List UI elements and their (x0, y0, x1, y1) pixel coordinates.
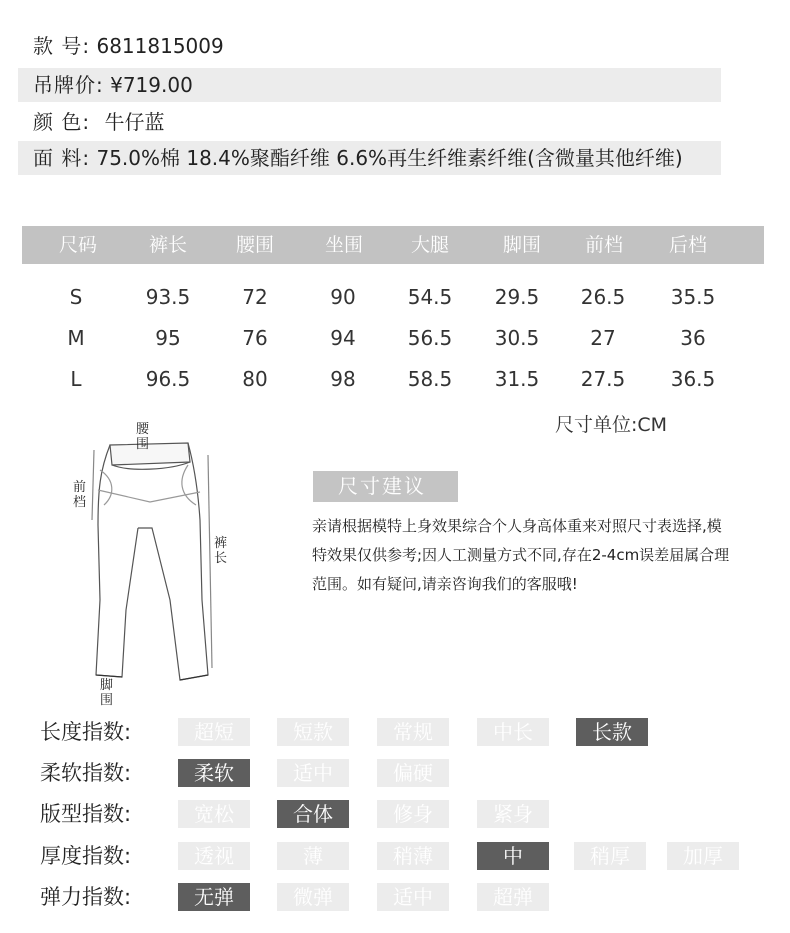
table-cell: 94 (330, 326, 356, 350)
table-cell: L (70, 367, 82, 391)
fabric-value: 75.0%棉 18.4%聚酯纤维 6.6%再生纤维素纤维(含微量其他纤维) (96, 146, 683, 170)
table-cell: 36.5 (670, 367, 716, 391)
color-value: 牛仔蓝 (104, 110, 165, 134)
table-row (22, 318, 764, 358)
index-option-selected: 长款 (576, 718, 648, 746)
index-option: 中长 (477, 718, 549, 746)
color-label: 颜 色: (33, 110, 91, 134)
table-cell: 80 (242, 367, 268, 391)
index-option: 偏硬 (377, 759, 449, 787)
pants-outline-icon (60, 410, 240, 700)
price-value: ¥719.00 (110, 73, 193, 97)
info-row-color (18, 105, 721, 139)
table-cell: 96.5 (145, 367, 191, 391)
header-length: 裤长 (148, 234, 187, 256)
index-option: 透视 (178, 842, 250, 870)
table-cell: 93.5 (145, 285, 191, 309)
table-cell: 54.5 (407, 285, 453, 309)
header-back-rise: 后档 (668, 234, 707, 256)
table-cell: 27 (590, 326, 616, 350)
index-option: 稍厚 (574, 842, 646, 870)
style-number-value: 6811815009 (96, 34, 224, 58)
index-label: 厚度指数: (40, 844, 132, 868)
header-size: 尺码 (58, 234, 97, 256)
info-row-style-number (18, 29, 721, 63)
table-cell: 29.5 (494, 285, 540, 309)
size-advice-title: 尺寸建议 (313, 471, 458, 502)
index-option: 短款 (277, 718, 349, 746)
index-option: 薄 (277, 842, 349, 870)
diagram-label-hem: 脚围 (100, 678, 114, 708)
table-cell: 90 (330, 285, 356, 309)
index-option: 紧身 (477, 800, 549, 828)
index-label: 柔软指数: (40, 761, 132, 785)
table-cell: 36 (680, 326, 706, 350)
index-option: 宽松 (178, 800, 250, 828)
index-option: 适中 (277, 759, 349, 787)
table-cell: M (67, 326, 85, 350)
header-front-rise: 前档 (584, 234, 623, 256)
index-option-selected: 柔软 (178, 759, 250, 787)
table-cell: 72 (242, 285, 268, 309)
diagram-label-length: 裤长 (214, 536, 228, 566)
index-option: 修身 (377, 800, 449, 828)
diagram-label-front-rise: 前档 (73, 480, 87, 510)
index-option: 超短 (178, 718, 250, 746)
price-label: 吊牌价: (33, 73, 104, 97)
table-cell: 30.5 (494, 326, 540, 350)
header-hip: 坐围 (324, 234, 363, 256)
index-option: 常规 (377, 718, 449, 746)
index-label: 版型指数: (40, 802, 132, 826)
header-waist: 腰围 (235, 234, 274, 256)
table-cell: 26.5 (580, 285, 626, 309)
index-option: 超弹 (477, 883, 549, 911)
table-row (22, 359, 764, 399)
size-unit-note: 尺寸单位:CM (555, 414, 668, 436)
index-option: 加厚 (667, 842, 739, 870)
index-label: 长度指数: (40, 720, 132, 744)
index-option: 稍薄 (377, 842, 449, 870)
table-cell: 95 (155, 326, 181, 350)
table-cell: 58.5 (407, 367, 453, 391)
table-cell: 76 (242, 326, 268, 350)
index-option: 适中 (377, 883, 449, 911)
table-row (22, 277, 764, 317)
fabric-label: 面 料: (33, 146, 91, 170)
table-cell: 35.5 (670, 285, 716, 309)
index-option: 微弹 (277, 883, 349, 911)
table-cell: S (69, 285, 83, 309)
diagram-label-waist: 腰围 (136, 422, 150, 452)
size-advice-text: 亲请根据模特上身效果综合个人身高体重来对照尺寸表选择,模特效果仅供参考;因人工测量方式不同,存在2-4cm误差届属合理范围。如有疑问,请亲咨询我们的客服哦! (312, 517, 730, 593)
info-row-price (18, 68, 721, 102)
size-table-header (22, 226, 764, 264)
style-number-label: 款 号: (33, 34, 91, 58)
table-cell: 31.5 (494, 367, 540, 391)
index-option-selected: 无弹 (178, 883, 250, 911)
info-row-fabric (18, 141, 721, 175)
index-option-selected: 中 (477, 842, 549, 870)
header-hem: 脚围 (502, 234, 541, 256)
index-option-selected: 合体 (277, 800, 349, 828)
table-cell: 56.5 (407, 326, 453, 350)
table-cell: 98 (330, 367, 356, 391)
table-cell: 27.5 (580, 367, 626, 391)
index-label: 弹力指数: (40, 885, 132, 909)
header-thigh: 大腿 (410, 234, 449, 256)
